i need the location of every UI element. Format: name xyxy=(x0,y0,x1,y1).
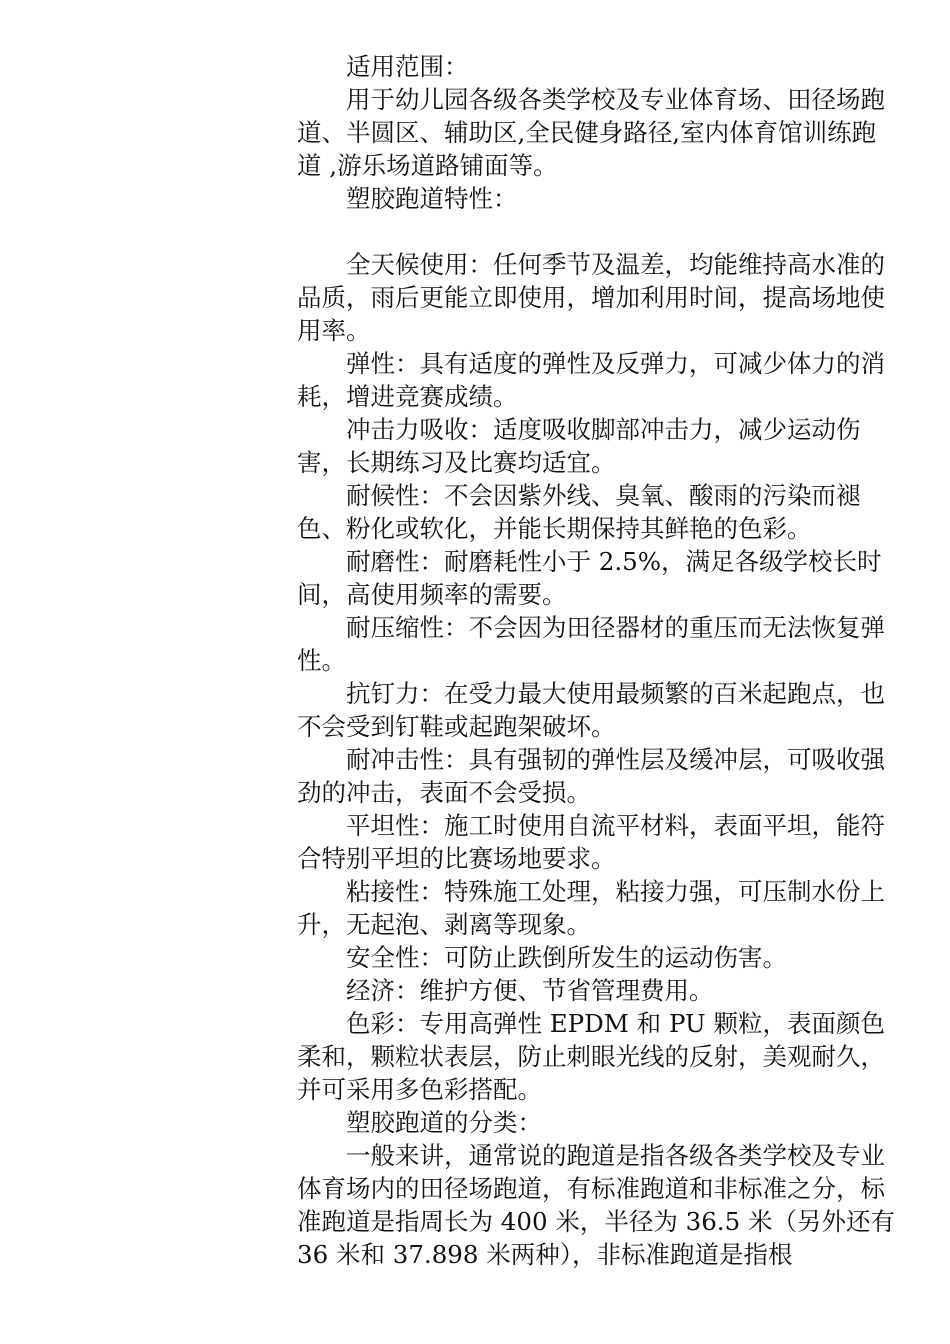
paragraph-safety: 安全性：可防止跌倒所发生的运动伤害。 xyxy=(346,943,787,972)
paragraph-adhesion: 粘接性：特殊施工处理，粘接力强，可压制水份上升，无起泡、剥离等现象。 xyxy=(297,877,885,939)
paragraph-elasticity: 弹性：具有适度的弹性及反弹力，可减少体力的消耗，增进竞赛成绩。 xyxy=(297,349,885,411)
paragraph-weather-resistance: 耐候性：不会因紫外线、臭氧、酸雨的污染而褪色、粉化或软化，并能长期保持其鲜艳的色彩。 xyxy=(297,481,861,543)
paragraph-features-heading: 塑胶跑道特性： xyxy=(346,184,518,213)
paragraph-spike-resistance: 抗钉力：在受力最大使用最频繁的百米起跑点，也不会受到钉鞋或起跑架破坏。 xyxy=(297,679,885,741)
paragraph-color: 色彩：专用高弹性 EPDM 和 PU 颗粒，表面颜色柔和，颗粒状表层，防止刺眼光线的反射，美观耐久，并可采用多色彩搭配。 xyxy=(297,1009,885,1104)
paragraph-impact-absorption: 冲击力吸收：适度吸收脚部冲击力，减少运动伤害，长期练习及比赛均适宜。 xyxy=(297,415,861,477)
paragraph-scope-text: 用于幼儿园各级各类学校及专业体育场、田径场跑道、半圆区、辅助区,全民健身路径,室内体育馆训练跑道 ,游乐场道路铺面等。 xyxy=(297,85,885,180)
blank-line xyxy=(297,215,897,248)
paragraph-compression-resistance: 耐压缩性：不会因为田径器材的重压而无法恢复弹性。 xyxy=(297,613,885,675)
paragraph-scope-heading: 适用范围： xyxy=(346,52,469,81)
document-body xyxy=(297,50,897,1271)
paragraph-all-weather: 全天候使用：任何季节及温差，均能维持高水准的品质，雨后更能立即使用，增加利用时间，提高场地使用率。 xyxy=(297,250,885,345)
paragraph-classification-text: 一般来讲，通常说的跑道是指各级各类学校及专业体育场内的田径场跑道，有标准跑道和非标准之分，标准跑道是指周长为 400 米，半径为 36.5 米（另外还有 36 米和 37.898 米两种），非标准跑道是指根 xyxy=(297,1141,895,1269)
paragraph-economy: 经济：维护方便、节省管理费用。 xyxy=(346,976,714,1005)
paragraph-wear-resistance: 耐磨性：耐磨耗性小于 2.5%，满足各级学校长时间，高使用频率的需要。 xyxy=(297,547,882,609)
paragraph-impact-resistance: 耐冲击性：具有强韧的弹性层及缓冲层，可吸收强劲的冲击，表面不会受损。 xyxy=(297,745,885,807)
paragraph-classification-heading: 塑胶跑道的分类： xyxy=(346,1108,542,1137)
paragraph-flatness: 平坦性：施工时使用自流平材料，表面平坦，能符合特别平坦的比赛场地要求。 xyxy=(297,811,885,873)
